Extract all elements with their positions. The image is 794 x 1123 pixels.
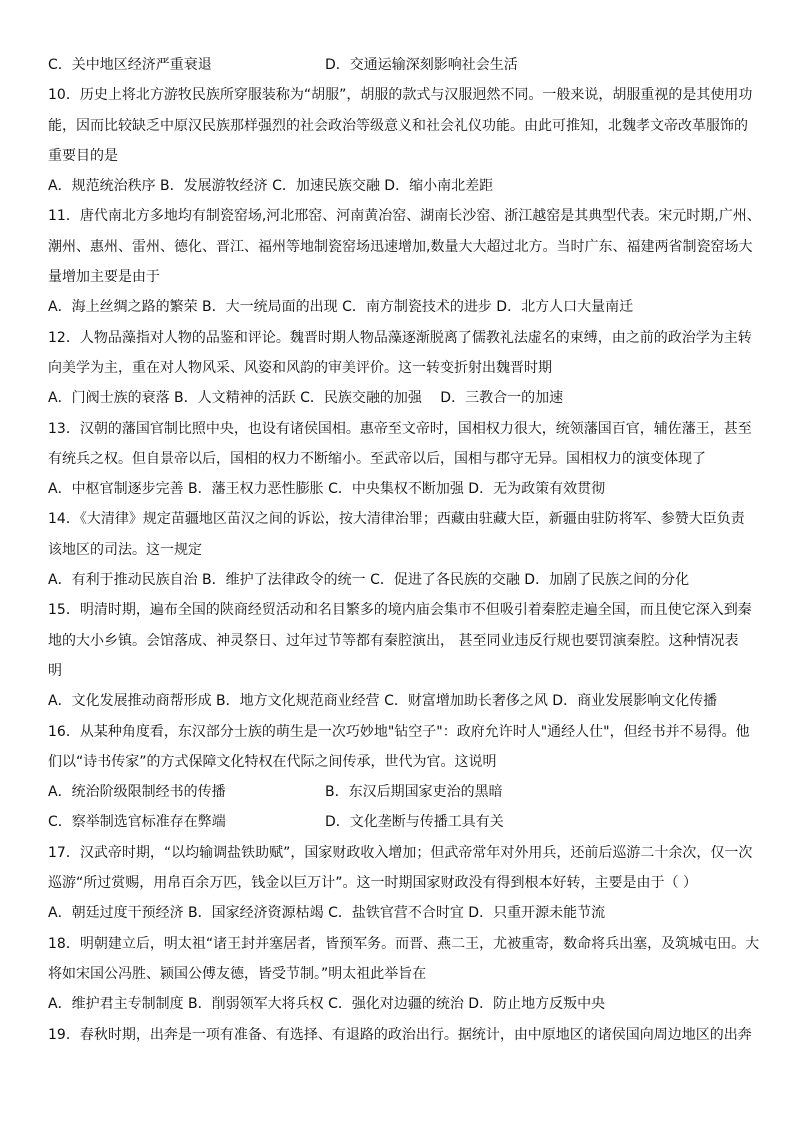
text-line: 14．《大清律》规定苗疆地区苗汉之间的诉讼，按大清律治罪；西藏由驻藏大臣，新疆由驻防将军、参赞大臣负责 — [48, 511, 745, 528]
text-line: A．文化发展推动商帮形成 B．地方文化规范商业经营 C．财富增加助长奢侈之风 D．商业发展影响文化传播 — [48, 693, 718, 710]
text-line: 有统兵之权。但自景帝以后，国相的权力不断缩小。至武帝以后，国相与郡守无异。国相权力的演变体现了 — [48, 450, 706, 467]
option-text: A．统治阶级限制经书的传播 — [48, 784, 226, 801]
exam-page — [48, 50, 761, 1050]
text-line: 能，因而比较缺乏中原汉民族那样强烈的社会政治等级意义和社会礼仪功能。由此可推知，北魏孝文帝改革服饰的 — [48, 117, 748, 134]
text-line: A．朝廷过度干预经济 B．国家经济资源枯竭 C．盐铁官营不合时宜 D．只重开源未能节流 — [48, 905, 606, 922]
text-line: 13．汉朝的藩国官制比照中央，也设有诸侯国相。惠帝至文帝时，国相权力很大，统领藩国百官，辅佐藩王，甚至 — [48, 420, 752, 437]
text-line: 10．历史上将北方游牧民族所穿服装称为“胡服”，胡服的款式与汉服迥然不同。一般来说，胡服重视的是其使用功 — [48, 87, 753, 104]
option-text: B．东汉后期国家吏治的黑暗 — [325, 784, 503, 801]
text-line: 巡游“所过赏赐，用帛百余万匹，钱金以巨万计”。这一时期国家财政没有得到根本好转，主要是由于（ ） — [48, 875, 697, 892]
text-line: 量增加主要是由于 — [48, 269, 160, 286]
option-text: C．察举制选官标准存在弊端 — [48, 814, 226, 831]
text-line: 地的大小乡镇。会馆落成、神灵祭日、过年过节等都有秦腔演出， 甚至同业违反行规也要罚演秦腔。这种情况表 — [48, 632, 739, 649]
text-line: 18．明朝建立后，明太祖“诸王封并塞居者，皆预军务。而晋、燕二王，尤被重寄，数命将兵出塞，及筑城屯田。大 — [48, 935, 760, 952]
text-line: 潮州、惠州、雷州、德化、晋江、福州等地制瓷窑场迅速增加,数量大大超过北方。当时广东、福建两省制瓷窑场大 — [48, 238, 753, 255]
text-line: A．中枢官制逐步完善 B．藩王权力恶性膨胀 C．中央集权不断加强 D．无为政策有效贯彻 — [48, 481, 606, 498]
text-line: 11．唐代南北方多地均有制瓷窑场,河北邢窑、河南黄冶窑、湖南长沙窑、浙江越窑是其典型代表。宋元时期,广州、 — [48, 208, 761, 225]
text-line: A．有利于推动民族自治 B．维护了法律政令的统一 C．促进了各民族的交融 D．加剧了民族之间的分化 — [48, 572, 690, 589]
text-line: 重要目的是 — [48, 147, 118, 164]
text-line: 19．春秋时期，出奔是一项有准备、有选择、有退路的政治出行。据统计，由中原地区的诸侯国向周边地区的出奔 — [48, 1026, 752, 1043]
text-line: 该地区的司法。这一规定 — [48, 541, 202, 558]
text-line: A．门阀士族的衰落 B．人文精神的活跃 C．民族交融的加强 D．三教合一的加速 — [48, 390, 564, 407]
text-line: A．海上丝绸之路的繁荣 B．大一统局面的出现 C．南方制瓷技术的进步 D．北方人口大量南迁 — [48, 299, 634, 316]
option-text: D．交通运输深刻影响社会生活 — [325, 57, 518, 73]
text-line: A．规范统治秩序 B．发展游牧经济 C．加速民族交融 D．缩小南北差距 — [48, 178, 494, 195]
text-line: 向美学为主，重在对人物风采、风姿和风韵的审美评价。这一转变折射出魏晋时期 — [48, 359, 552, 376]
text-line: A．维护君主专制制度 B．削弱领军大将兵权 C．强化对边疆的统治 D．防止地方反叛中央 — [48, 996, 606, 1013]
text-line: 15．明清时期，遍布全国的陕商经贸活动和名目繁多的境内庙会集市不但吸引着秦腔走遍全国，而且使它深入到秦 — [48, 602, 752, 619]
text-line: 12．人物品藻指对人物的品鉴和评论。魏晋时期人物品藻逐渐脱离了儒教礼法虚名的束缚，由之前的政治学为主转 — [48, 329, 752, 346]
option-text: C．关中地区经济严重衰退 — [48, 57, 212, 73]
text-line: 16．从某种角度看，东汉部分士族的萌生是一次巧妙地"钻空子"：政府允许时人"通经人仕"，但经书并不易得。他 — [48, 723, 750, 740]
text-line: 们以“诗书传家”的方式保障文化特权在代际之间传承，世代为官。这说明 — [48, 753, 497, 770]
text-line — [48, 807, 748, 837]
text-line — [48, 777, 748, 807]
text-line — [48, 50, 748, 80]
text-line: 17．汉武帝时期，“以均输调盐铁助赋”，国家财政收入增加；但武帝常年对外用兵，还前后巡游二十余次，仅一次 — [48, 844, 753, 861]
text-line: 将如宋国公冯胜、颍国公傅友德，皆受节制。”明太祖此举旨在 — [48, 965, 427, 982]
text-line: 明 — [48, 662, 62, 679]
option-text: D．文化垄断与传播工具有关 — [325, 814, 504, 831]
